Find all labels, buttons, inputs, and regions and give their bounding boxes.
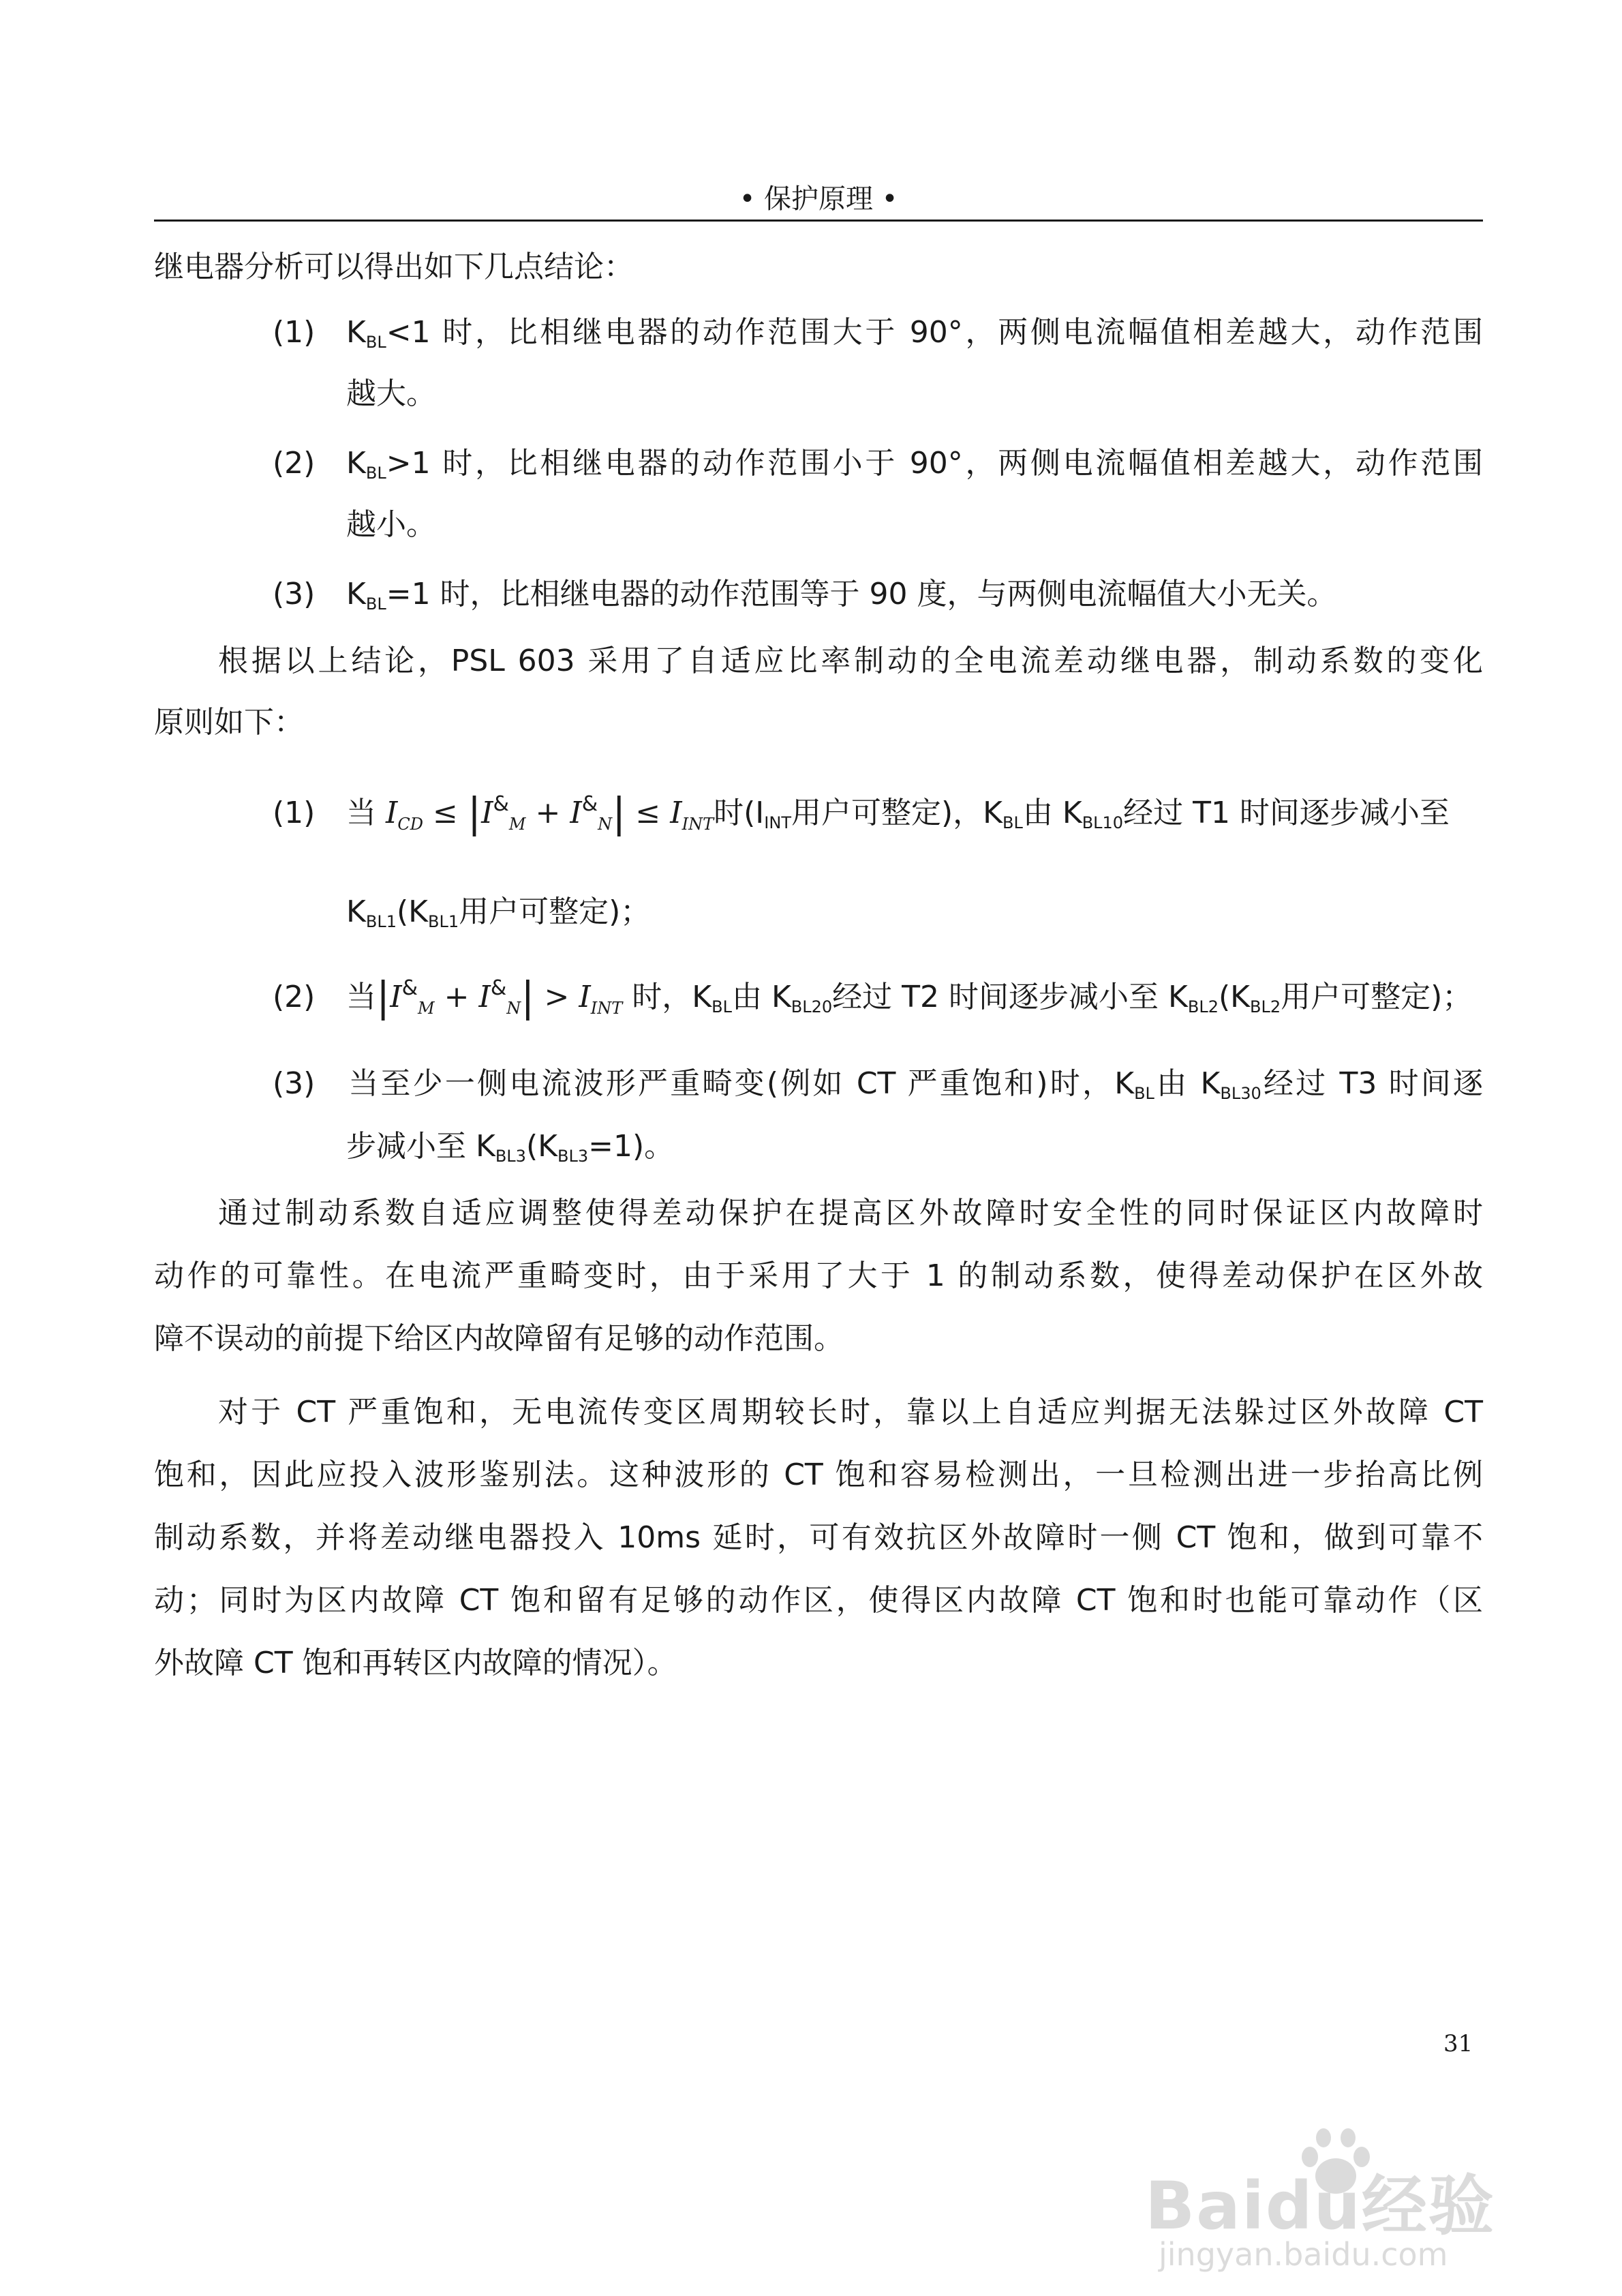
para2-line-1: 根据以上结论，PSL 603 采用了自适应比率制动的全电流差动继电器，制动系数的变化 <box>218 644 1483 678</box>
rule-1-text-b: 用户可整定)，K <box>791 796 1003 830</box>
conclusion-3-k-sub: BL <box>365 594 386 614</box>
watermark-url: jingyan.baidu.com <box>1159 2236 1448 2273</box>
conclusion-1-text: <1 时，比相继电器的动作范围大于 90°，两侧电流幅值相差越大，动作范围 <box>386 315 1483 350</box>
rule-1-int-sub: INT <box>764 813 791 832</box>
conclusion-1 <box>273 312 1483 363</box>
conclusion-1-k-sub: BL <box>365 333 386 352</box>
header-rule <box>154 220 1483 222</box>
rule-1-text-c: 由 K <box>1022 796 1082 830</box>
conclusion-1-num: (1) <box>273 315 316 350</box>
rule-1-dang: 当 <box>346 796 376 830</box>
rule-2: (2) 当$|I^{\&}_M + I^{\&}_N| > I_{INT}$ 时，$K_{BL}$由 $K_{BL20}$经过 T2 时间逐步减小至 $K_{BL2}(K_{BL2}$用户可整定)； <box>273 973 1473 1021</box>
conclusion-3-k: K <box>346 577 366 611</box>
rule-1 <box>273 784 1450 845</box>
conclusion-2-text: >1 时，比相继电器的动作范围小于 90°，两侧电流幅值相差越大，动作范围 <box>386 446 1483 481</box>
rule-3: (3) 当至少一侧电流波形严重畸变(例如 CT 严重饱和)时，$K_{BL}$由 $K_{BL30}$经过 T3 时间逐 <box>273 1063 1483 1114</box>
conclusion-1-k: K <box>346 315 366 350</box>
rule-1-text-d: 经过 T1 时间逐步减小至 <box>1123 796 1450 830</box>
rule-3-num: (3) <box>273 1066 316 1101</box>
baidu-watermark <box>1145 2127 1567 2277</box>
rule-1-bl10-sub: BL10 <box>1082 813 1124 832</box>
rule-1-text-a: 时(I <box>714 796 765 830</box>
conclusion-2 <box>273 443 1483 494</box>
rule-1-num: (1) <box>273 796 316 830</box>
para3-line-3: 障不误动的前提下给区内故障留有足够的动作范围。 <box>154 1321 844 1356</box>
page-number: 31 <box>1443 2030 1473 2057</box>
para2-line-2: 原则如下： <box>154 705 304 740</box>
rule-2-text-a: 时，K <box>632 980 712 1014</box>
watermark-brand: Baidu经验 <box>1145 2168 1495 2244</box>
para4-line-4: 动；同时为区内故障 CT 饱和留有足够的动作区，使得区内故障 CT 饱和时也能可靠动作（区 <box>154 1583 1483 1618</box>
conclusion-3-text: =1 时，比相继电器的动作范围等于 90 度，与两侧电流幅值大小无关。 <box>386 577 1337 611</box>
rule-1-bl-sub: BL <box>1003 813 1023 832</box>
para4-line-2: 饱和，因此应投入波形鉴别法。这种波形的 CT 饱和容易检测出，一旦检测出进一步抬高比例 <box>154 1457 1483 1492</box>
rule-3-cont: 步减小至 $K_{BL3}(K_{BL3}=1)$。 <box>346 1129 675 1166</box>
conclusion-2-cont: 越小。 <box>346 507 436 542</box>
rule-2-formula: $|I^{\&}_M + I^{\&}_N| > I_{INT}$ <box>376 973 623 1021</box>
rule-2-num: (2) <box>273 980 316 1014</box>
conclusion-3-num: (3) <box>273 577 316 611</box>
rule-2-dang: 当 <box>346 980 376 1014</box>
para3-line-2: 动作的可靠性。在电流严重畸变时，由于采用了大于 1 的制动系数，使得差动保护在区外故 <box>154 1258 1483 1293</box>
rule-1-formula: $I_{CD} \le |I^{\&}_M + I^{\&}_N| \le I_{INT}$ <box>386 789 714 837</box>
para3-line-1: 通过制动系数自适应调整使得差动保护在提高区外故障时安全性的同时保证区内故障时 <box>218 1196 1483 1230</box>
conclusion-3 <box>273 574 1337 624</box>
intro-line: 继电器分析可以得出如下几点结论： <box>154 250 634 284</box>
para4-line-3: 制动系数，并将差动继电器投入 10ms 延时，可有效抗区外故障时一侧 CT 饱和，做到可靠不 <box>154 1520 1483 1555</box>
para4-line-5: 外故障 CT 饱和再转区内故障的情况）。 <box>154 1646 677 1680</box>
rule-1-cont: $K_{BL1}(K_{BL1}$用户可整定)； <box>346 894 651 931</box>
conclusion-2-k: K <box>346 446 366 481</box>
conclusion-2-k-sub: BL <box>365 464 386 483</box>
conclusion-1-cont: 越大。 <box>346 376 436 411</box>
para4-line-1: 对于 CT 严重饱和，无电流传变区周期较长时，靠以上自适应判据无法躲过区外故障 CT <box>218 1395 1483 1430</box>
conclusion-2-num: (2) <box>273 446 316 481</box>
page-header: • 保护原理 • <box>739 183 898 215</box>
